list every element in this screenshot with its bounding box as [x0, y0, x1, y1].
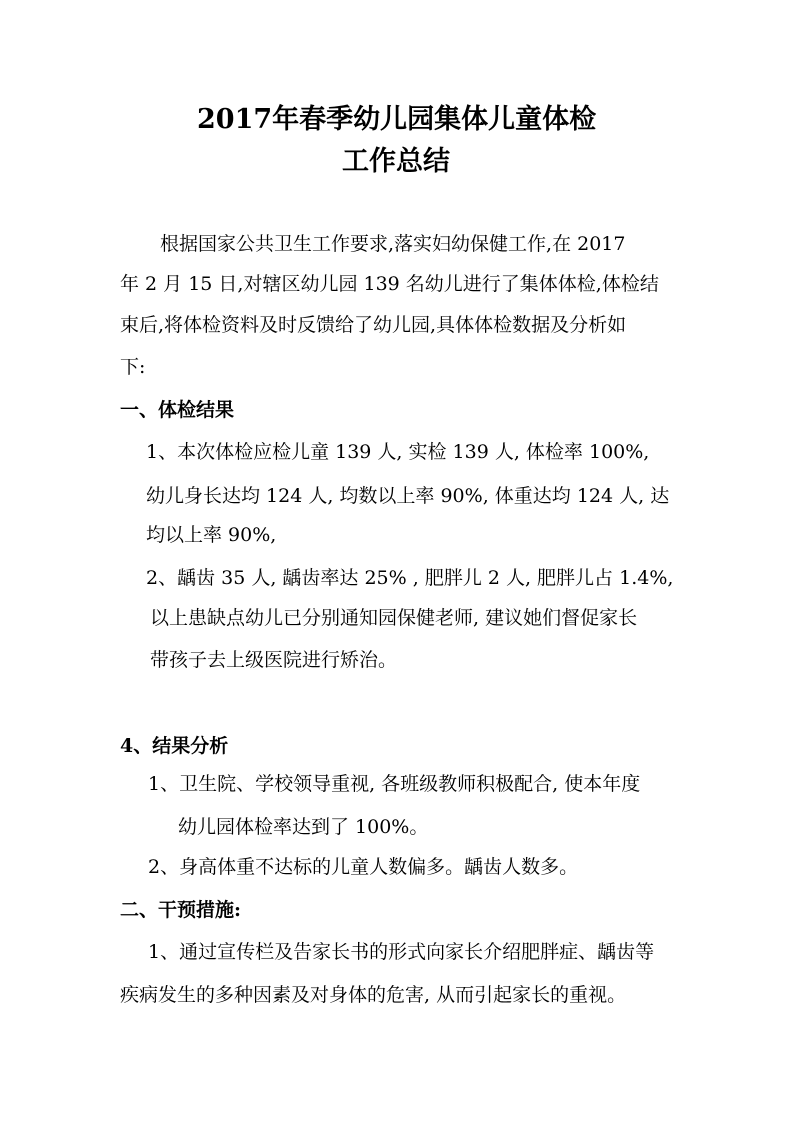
- result-item-2-line-2: 以上患缺点幼儿已分别通知园保健老师, 建议她们督促家长: [150, 607, 638, 629]
- analysis-item-2: 2、身高体重不达标的儿童人数偏多。龋齿人数多。: [148, 856, 579, 878]
- section-heading-interventions: 二、干预措施:: [120, 899, 242, 921]
- intervention-item-1-line-1: 1、通过宣传栏及告家长书的形式向家长介绍肥胖症、龋齿等: [148, 941, 655, 963]
- result-item-1-line-3: 均以上率 90%,: [146, 524, 277, 546]
- analysis-item-1-line-2: 幼儿园体检率达到了 100%。: [178, 816, 429, 838]
- analysis-item-1-line-1: 1、卫生院、学校领导重视, 各班级教师积极配合, 使本年度: [148, 773, 641, 795]
- result-item-2-line-1: 2、龋齿 35 人, 龋齿率达 25% , 肥胖儿 2 人, 肥胖儿占 1.4%,: [146, 567, 674, 589]
- section-heading-analysis: 4、结果分析: [120, 735, 229, 757]
- intervention-item-1-line-2: 疾病发生的多种因素及对身体的危害, 从而引起家长的重视。: [120, 984, 627, 1006]
- result-item-1-line-2: 幼儿身长达均 124 人, 均数以上率 90%, 体重达均 124 人, 达: [146, 485, 670, 507]
- document-title-line-1: 2017年春季幼儿园集体儿童体检: [197, 104, 597, 135]
- section-heading-exam-results: 一、体检结果: [120, 399, 235, 421]
- document-title-line-2: 工作总结: [342, 146, 450, 177]
- intro-line-3: 束后,将体检资料及时反馈给了幼儿园,具体体检数据及分析如: [120, 314, 627, 336]
- intro-line-1: 根据国家公共卫生工作要求,落实妇幼保健工作,在 2017: [160, 233, 626, 255]
- intro-line-2: 年 2 月 15 日,对辖区幼儿园 139 名幼儿进行了集体体检,体检结: [120, 273, 659, 295]
- result-item-2-line-3: 带孩子去上级医院进行矫治。: [150, 649, 398, 671]
- intro-line-4: 下:: [120, 356, 146, 378]
- result-item-1-line-1: 1、本次体检应检儿童 139 人, 实检 139 人, 体检率 100%,: [146, 441, 650, 463]
